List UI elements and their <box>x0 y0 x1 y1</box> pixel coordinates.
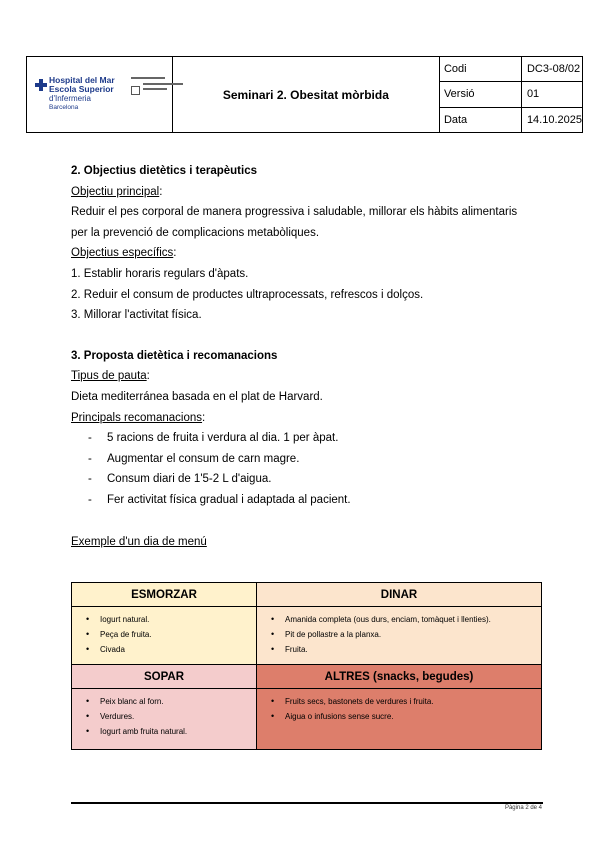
menu-table <box>71 582 542 750</box>
lunch-items <box>257 607 541 665</box>
section-2-heading: 2. Objectius dietètics i terapèutics <box>71 165 257 177</box>
institution-name: Hospital del Mar Escola Superior d'Infermeria Barcelona <box>49 75 115 111</box>
others-items <box>257 689 541 749</box>
affiliation-logo <box>131 77 173 101</box>
recommendation-item: - Augmentar el consum de carn magre. <box>88 452 300 465</box>
others-header: ALTRES (snacks, begudes) <box>257 665 541 689</box>
lunch-header: DINAR <box>257 583 541 607</box>
specific-objective: 3. Millorar l'activitat física. <box>71 309 202 322</box>
meta-row-code: Codi DC3-08/02 <box>440 57 582 82</box>
section-3-heading: 3. Proposta dietètica i recomanacions <box>71 349 278 362</box>
document-title: Seminari 2. Obesitat mòrbida <box>173 57 440 132</box>
specific-objective: 1. Establir horaris regulars d'àpats. <box>71 267 249 280</box>
meta-row-version: Versió 01 <box>440 82 582 107</box>
specific-objective: 2. Reduir el consum de productes ultraprocessats, refrescos i dolços. <box>71 288 424 301</box>
breakfast-header: ESMORZAR <box>72 583 257 607</box>
main-objective-text-1: Reduir el pes corporal de manera progressiva i saludable, millorar els hàbits alimentaris <box>71 206 518 219</box>
recommendation-item: - Consum diari de 1'5-2 L d'aigua. <box>88 473 272 486</box>
main-objective-text-2: per la prevenció de complicacions metabòliques. <box>71 226 320 239</box>
diet-type-text: Dieta mediterránea basada en el plat de Harvard. <box>71 390 323 403</box>
diet-type-label: Tipus de pauta: <box>71 370 150 383</box>
meta-row-date: Data 14.10.2025 <box>440 108 582 132</box>
recommendation-item: - 5 racions de fruita i verdura al dia. 1 per àpat. <box>88 432 339 445</box>
menu-item: • Aigua o infusions sense sucre. <box>267 709 541 724</box>
breakfast-items <box>72 607 257 665</box>
footer-divider <box>71 802 543 804</box>
dinner-items <box>72 689 257 749</box>
document-body <box>71 161 551 552</box>
dinner-header: SOPAR <box>72 665 257 689</box>
menu-example-label: Exemple d'un dia de menú <box>71 535 207 548</box>
specific-objectives-label: Objectius específics: <box>71 247 177 260</box>
menu-item: • Iogurt natural. <box>82 612 256 627</box>
hospital-cross-icon <box>35 79 47 91</box>
recommendations-label: Principals recomanacions: <box>71 411 206 424</box>
recommendation-item: - Fer activitat física gradual i adaptada al pacient. <box>88 493 351 506</box>
menu-item: • Verdures. <box>82 709 256 724</box>
institution-logo-cell <box>27 57 173 132</box>
document-meta <box>440 57 582 132</box>
menu-item: • Iogurt amb fruita natural. <box>82 724 256 739</box>
menu-item: • Fruita. <box>267 642 541 657</box>
menu-item: • Peça de fruita. <box>82 627 256 642</box>
main-objective-label: Objectiu principal: <box>71 185 163 198</box>
document-header <box>26 56 583 133</box>
menu-item: • Civada <box>82 642 256 657</box>
page-number: Pàgina 2 de 4 <box>504 805 542 811</box>
menu-item: • Pit de pollastre a la planxa. <box>267 627 541 642</box>
menu-item: • Peix blanc al forn. <box>82 694 256 709</box>
menu-item: • Fruits secs, bastonets de verdures i fruita. <box>267 694 541 709</box>
menu-item: • Amanida completa (ous durs, enciam, tomàquet i llenties). <box>267 612 541 627</box>
